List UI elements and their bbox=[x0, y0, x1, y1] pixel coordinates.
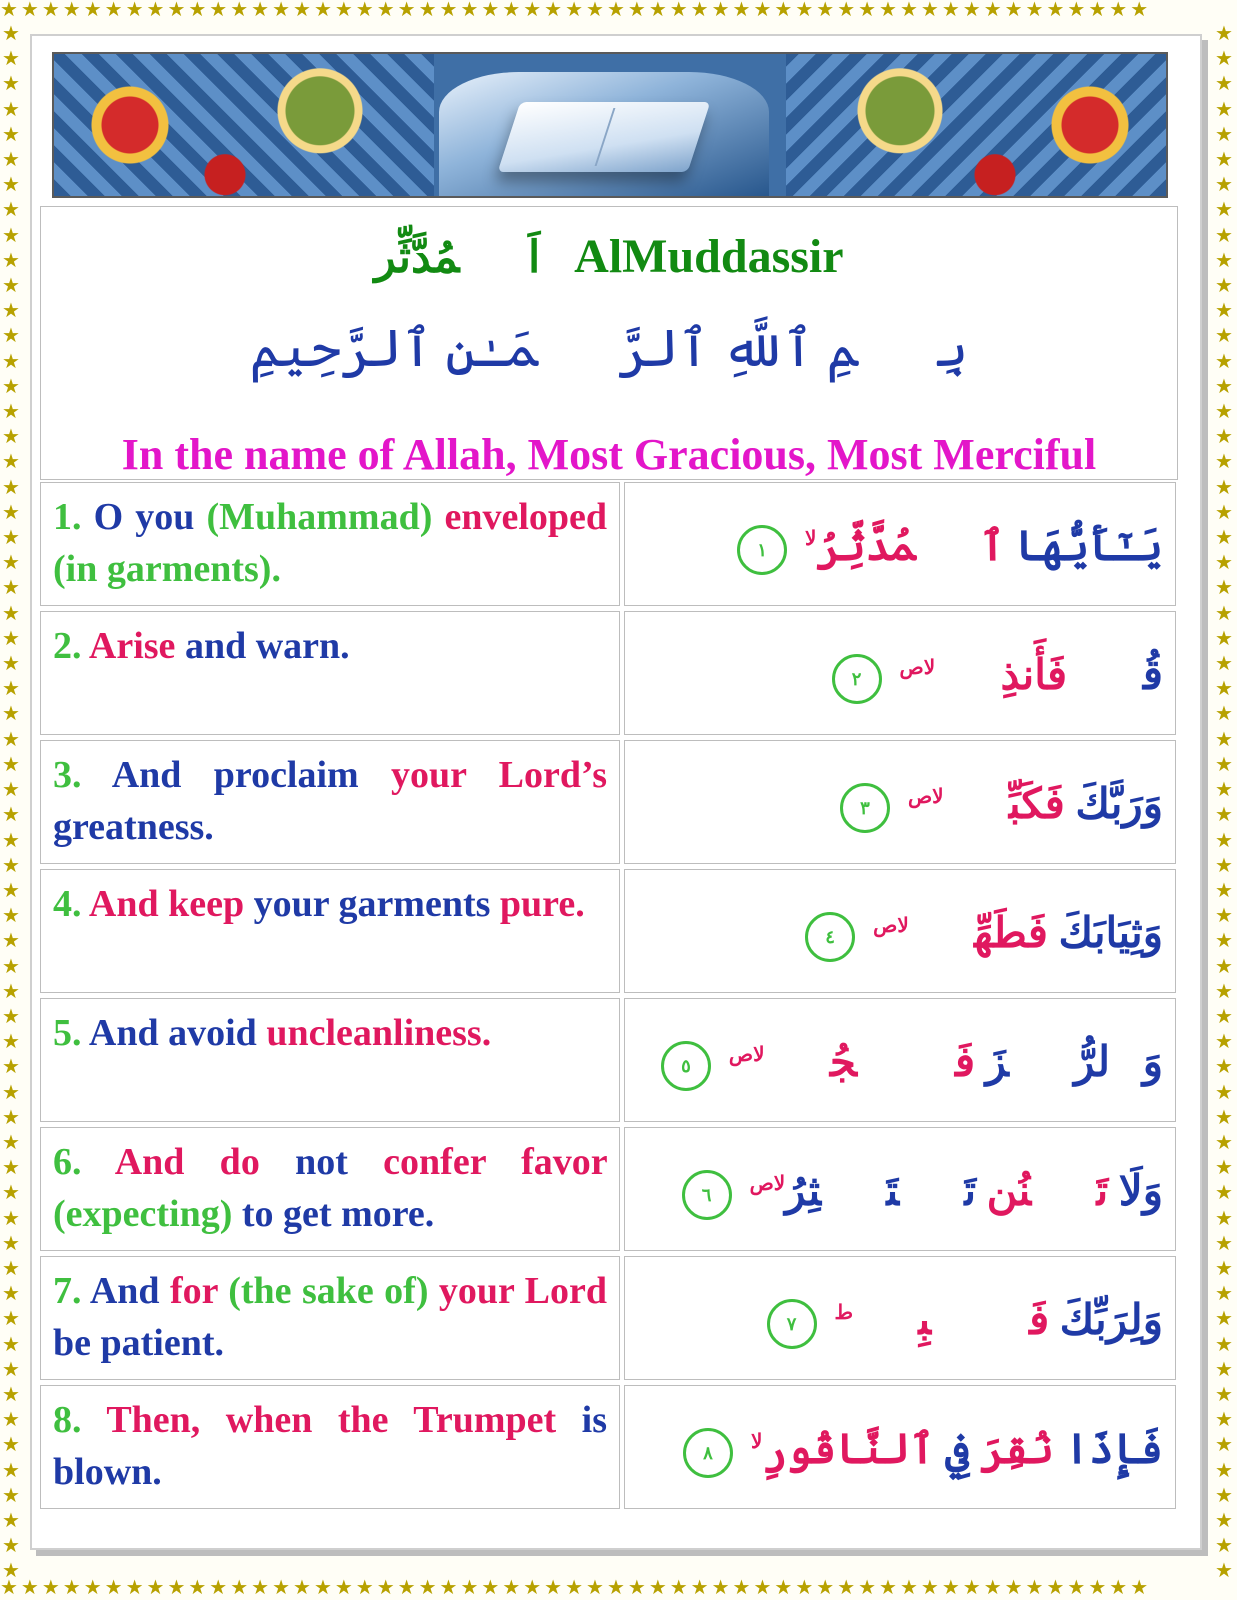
translation-segment: And bbox=[111, 754, 182, 796]
verse-translation bbox=[40, 482, 620, 606]
ornamental-banner bbox=[52, 52, 1168, 198]
waqf-sign: لا bbox=[805, 528, 817, 550]
ayah-end-marker-icon: ٣ bbox=[840, 783, 890, 833]
translation-segment: (the sake of) bbox=[228, 1270, 429, 1312]
translation-segment: you bbox=[135, 496, 195, 538]
surah-title bbox=[41, 229, 1177, 284]
waqf-sign: لا bbox=[750, 1431, 763, 1453]
translation-segment: Arise bbox=[88, 625, 176, 667]
verse-arabic bbox=[624, 1385, 1176, 1509]
verse-arabic bbox=[624, 998, 1176, 1122]
ayah-end-marker-icon: ٢ bbox=[832, 654, 882, 704]
verse-translation bbox=[40, 1256, 620, 1380]
surah-english-name: AlMuddassir bbox=[574, 230, 844, 283]
ayah-end-marker-icon: ٤ bbox=[805, 912, 855, 962]
verse-row bbox=[40, 1127, 1176, 1253]
verse-translation bbox=[40, 998, 620, 1122]
verse-table bbox=[40, 482, 1176, 1514]
waqf-sign: لاص bbox=[728, 1044, 765, 1066]
bismillah-translation: In the name of Allah, Most Gracious, Most Merciful bbox=[121, 430, 1097, 479]
arabic-text: فَإِذَا نُقِرَ فِي ٱلنَّاقُورِ bbox=[762, 1427, 1163, 1473]
verse-row bbox=[40, 869, 1176, 995]
verse-translation bbox=[40, 1127, 620, 1251]
translation-segment: (Muhammad) bbox=[206, 496, 433, 538]
verse-number: 7. bbox=[53, 1270, 82, 1312]
ayah-end-marker-icon: ٥ bbox=[661, 1041, 711, 1091]
translation-segment: be patient. bbox=[53, 1322, 224, 1364]
verse-number: 6. bbox=[53, 1141, 82, 1183]
verse-arabic bbox=[624, 740, 1176, 864]
arabic-text: وَثِيَابَكَ فَطَهِّرۡ bbox=[908, 911, 1163, 957]
translation-segment: And do bbox=[114, 1141, 260, 1183]
translation-segment: enveloped bbox=[444, 496, 608, 538]
verse-number: 2. bbox=[53, 625, 82, 667]
arabic-text: وَلَا تَمۡنُن تَسۡتَكۡثِرُ bbox=[785, 1169, 1163, 1215]
arabic-text: قُمۡ فَأَنذِرۡ bbox=[935, 653, 1163, 699]
translation-segment: pure. bbox=[499, 883, 585, 925]
waqf-sign: لاص bbox=[749, 1173, 786, 1195]
ayah-end-marker-icon: ١ bbox=[737, 525, 787, 575]
translation-segment: (expecting) bbox=[53, 1193, 233, 1235]
translation-segment: your bbox=[391, 754, 467, 796]
verse-row bbox=[40, 740, 1176, 866]
verse-translation bbox=[40, 611, 620, 735]
verse-row bbox=[40, 998, 1176, 1124]
translation-segment: (in garments). bbox=[53, 548, 281, 590]
verse-arabic bbox=[624, 1127, 1176, 1251]
translation-segment: and warn. bbox=[184, 625, 350, 667]
translation-segment: for bbox=[169, 1270, 218, 1312]
ayah-end-marker-icon: ٦ bbox=[682, 1170, 732, 1220]
translation-segment: avoid bbox=[168, 1012, 257, 1054]
surah-header bbox=[40, 206, 1178, 480]
arabic-text: وَٱلرُّجۡزَ فَٱهۡجُرۡ bbox=[764, 1040, 1163, 1086]
star-border-right: ★★★★★★★★★★★★★★★★★★★★★★★★★★★★★★★★★★★★★★★★★★★★★★★★★★★★★★★★★★★★★★ bbox=[1215, 23, 1233, 1578]
open-book-icon bbox=[498, 102, 711, 172]
verse-arabic bbox=[624, 482, 1176, 606]
translation-segment: is blown. bbox=[53, 1399, 608, 1493]
verse-translation bbox=[40, 740, 620, 864]
floral-tile-right bbox=[786, 54, 1166, 196]
star-border-bottom: ★★★★★★★★★★★★★★★★★★★★★★★★★★★★★★★★★★★★★★★★★★★★★★★★★★★★★★★ bbox=[0, 1578, 1152, 1598]
verse-arabic bbox=[624, 1256, 1176, 1380]
arabic-text: وَرَبَّكَ فَكَبِّرۡ bbox=[943, 782, 1163, 828]
translation-segment: Lord’s bbox=[498, 754, 608, 796]
translation-segment: Then, when the Trumpet bbox=[106, 1399, 557, 1441]
verse-arabic bbox=[624, 611, 1176, 735]
ayah-end-marker-icon: ٨ bbox=[683, 1428, 733, 1478]
arabic-text: وَلِرَبِّكَ فَٱصۡبِرۡ bbox=[853, 1298, 1163, 1344]
verse-number: 4. bbox=[53, 883, 82, 925]
verse-number: 3. bbox=[53, 754, 82, 796]
ayah-end-marker-icon: ٧ bbox=[767, 1299, 817, 1349]
verse-number: 1. bbox=[53, 496, 82, 538]
verse-row bbox=[40, 611, 1176, 737]
quran-book-image bbox=[439, 72, 769, 196]
verse-row bbox=[40, 1385, 1176, 1511]
translation-segment: And bbox=[88, 1012, 159, 1054]
surah-arabic-name: اَلۡمُدَّثِّر bbox=[374, 233, 541, 282]
translation-segment: your garments bbox=[253, 883, 491, 925]
verse-row bbox=[40, 482, 1176, 608]
translation-segment: to get more. bbox=[241, 1193, 435, 1235]
verse-translation bbox=[40, 1385, 620, 1509]
arabic-text: يَـٰٓأَيُّهَا ٱلۡمُدَّثِّرُ bbox=[816, 524, 1163, 570]
star-border-left: ★★★★★★★★★★★★★★★★★★★★★★★★★★★★★★★★★★★★★★★★★★★★★★★★★★★★★★★★★★★★★★ bbox=[2, 23, 20, 1578]
verse-number: 8. bbox=[53, 1399, 82, 1441]
translation-segment: O bbox=[93, 496, 124, 538]
waqf-sign: ط bbox=[834, 1302, 854, 1324]
waqf-sign: لاص bbox=[873, 915, 909, 937]
star-border-top: ★★★★★★★★★★★★★★★★★★★★★★★★★★★★★★★★★★★★★★★★★★★★★★★★★★★★★★★ bbox=[0, 0, 1152, 20]
verse-row bbox=[40, 1256, 1176, 1382]
translation-segment: uncleanliness. bbox=[266, 1012, 492, 1054]
translation-segment: your Lord bbox=[438, 1270, 607, 1312]
verse-translation bbox=[40, 869, 620, 993]
translation-segment: greatness. bbox=[53, 806, 214, 848]
translation-segment: And keep bbox=[88, 883, 245, 925]
translation-segment: proclaim bbox=[213, 754, 359, 796]
page-frame bbox=[30, 34, 1202, 1550]
waqf-sign: لاص bbox=[899, 657, 936, 679]
floral-tile-left bbox=[54, 54, 434, 196]
verse-arabic bbox=[624, 869, 1176, 993]
waqf-sign: لاص bbox=[907, 786, 944, 808]
translation-segment: not bbox=[295, 1141, 348, 1183]
bismillah-arabic: بِسۡمِ ٱللَّهِ ٱلرَّحۡمَـٰنِ ٱلرَّحِيمِ bbox=[249, 321, 969, 378]
translation-segment: confer favor bbox=[383, 1141, 607, 1183]
verse-number: 5. bbox=[53, 1012, 82, 1054]
translation-segment: And bbox=[89, 1270, 160, 1312]
